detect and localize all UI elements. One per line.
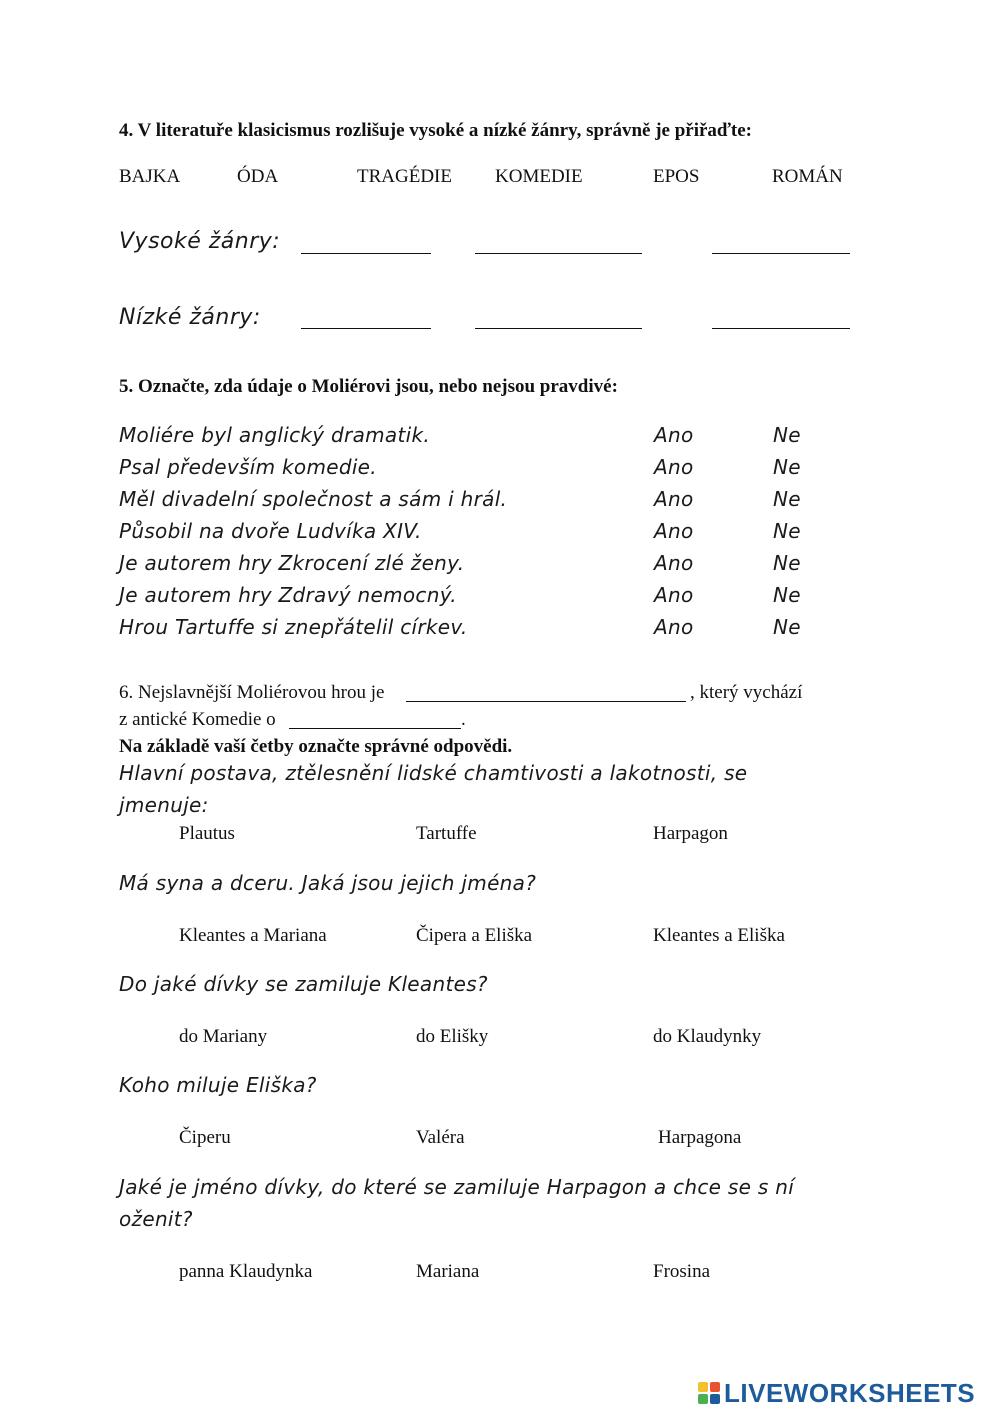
ancient-comedy-blank[interactable]	[289, 728, 461, 729]
answer-no[interactable]: Ne	[773, 551, 801, 575]
genre-komedie[interactable]: KOMEDIE	[495, 166, 583, 187]
logo-square	[710, 1394, 720, 1404]
statement-text: Je autorem hry Zdravý nemocný.	[119, 583, 457, 607]
statement-text: Působil na dvoře Ludvíka XIV.	[119, 519, 422, 543]
answer-no[interactable]: Ne	[773, 615, 801, 639]
statement-text: Je autorem hry Zkrocení zlé ženy.	[119, 551, 465, 575]
q6-line2-suffix: .	[461, 709, 466, 730]
answer-no[interactable]: Ne	[773, 519, 801, 543]
liveworksheets-logo[interactable]	[698, 1378, 975, 1408]
subquestion-text: Hlavní postava, ztělesnění lidské chamtivosti a lakotnosti, se	[119, 761, 748, 785]
subquestion-text: jmenuje:	[119, 793, 209, 817]
answer-yes[interactable]: Ano	[654, 455, 694, 479]
answer-yes[interactable]: Ano	[654, 519, 694, 543]
genre-roman[interactable]: ROMÁN	[772, 166, 843, 187]
answer-yes[interactable]: Ano	[654, 487, 694, 511]
option-ciperu[interactable]: Čiperu	[179, 1127, 231, 1148]
genre-tragedie[interactable]: TRAGÉDIE	[357, 166, 452, 187]
option-do-klaudynky[interactable]: do Klaudynky	[653, 1026, 762, 1047]
answer-no[interactable]: Ne	[773, 455, 801, 479]
logo-grid-icon	[698, 1382, 720, 1404]
logo-square	[698, 1382, 708, 1392]
option-do-mariany[interactable]: do Mariany	[179, 1026, 268, 1047]
q5-title: 5. Označte, zda údaje o Moliérovi jsou, nebo nejsou pravdivé:	[119, 376, 618, 397]
option-harpagona[interactable]: Harpagona	[658, 1127, 742, 1148]
option-cipera-eliska[interactable]: Čipera a Eliška	[416, 925, 533, 946]
answer-yes[interactable]: Ano	[654, 615, 694, 639]
logo-square	[710, 1382, 720, 1392]
low-genres-label: Nízké žánry:	[119, 305, 261, 330]
q6-line1-suffix: , který vychází	[690, 682, 803, 703]
high-genre-blank-3[interactable]	[712, 253, 850, 254]
subquestion-text: Koho miluje Eliška?	[119, 1073, 317, 1097]
genre-epos[interactable]: EPOS	[653, 166, 700, 187]
genre-bajka[interactable]: BAJKA	[119, 166, 181, 187]
option-valera[interactable]: Valéra	[416, 1127, 465, 1148]
brand-name: LIVEWORKSHEETS	[724, 1377, 976, 1408]
option-harpagon[interactable]: Harpagon	[653, 823, 728, 844]
genre-oda[interactable]: ÓDA	[237, 166, 279, 187]
high-genres-label: Vysoké žánry:	[119, 229, 281, 254]
statement-text: Psal především komedie.	[119, 455, 377, 479]
low-genre-blank-1[interactable]	[301, 328, 431, 329]
logo-square	[698, 1394, 708, 1404]
answer-no[interactable]: Ne	[773, 487, 801, 511]
answer-no[interactable]: Ne	[773, 423, 801, 447]
option-plautus[interactable]: Plautus	[179, 823, 235, 844]
option-frosina[interactable]: Frosina	[653, 1261, 710, 1282]
q6-instruction: Na základě vaší četby označte správné odpovědi.	[119, 736, 513, 757]
q4-title: 4. V literatuře klasicismus rozlišuje vysoké a nízké žánry, správně je přiřaďte:	[119, 120, 752, 141]
low-genre-blank-2[interactable]	[475, 328, 642, 329]
subquestion-text: Jaké je jméno dívky, do které se zamiluje Harpagon a chce se s ní	[119, 1175, 795, 1199]
answer-yes[interactable]: Ano	[654, 423, 694, 447]
answer-no[interactable]: Ne	[773, 583, 801, 607]
high-genre-blank-1[interactable]	[301, 253, 431, 254]
option-tartuffe[interactable]: Tartuffe	[416, 823, 477, 844]
statement-text: Měl divadelní společnost a sám i hrál.	[119, 487, 508, 511]
low-genre-blank-3[interactable]	[712, 328, 850, 329]
subquestion-text: Do jaké dívky se zamiluje Kleantes?	[119, 972, 488, 996]
subquestion-text: Má syna a dceru. Jaká jsou jejich jména?	[119, 871, 537, 895]
q6-line2-prefix: z antické Komedie o	[119, 709, 276, 730]
option-kleantes-mariana[interactable]: Kleantes a Mariana	[179, 925, 327, 946]
option-panna-klaudynka[interactable]: panna Klaudynka	[179, 1261, 313, 1282]
answer-yes[interactable]: Ano	[654, 551, 694, 575]
option-do-elisky[interactable]: do Elišky	[416, 1026, 489, 1047]
statement-text: Moliére byl anglický dramatik.	[119, 423, 431, 447]
statement-text: Hrou Tartuffe si znepřátelil církev.	[119, 615, 468, 639]
high-genre-blank-2[interactable]	[475, 253, 642, 254]
option-kleantes-eliska[interactable]: Kleantes a Eliška	[653, 925, 785, 946]
subquestion-text: oženit?	[119, 1207, 193, 1231]
famous-play-blank[interactable]	[406, 701, 686, 702]
q6-line1-prefix: 6. Nejslavnější Moliérovou hrou je	[119, 682, 385, 703]
answer-yes[interactable]: Ano	[654, 583, 694, 607]
option-mariana[interactable]: Mariana	[416, 1261, 480, 1282]
